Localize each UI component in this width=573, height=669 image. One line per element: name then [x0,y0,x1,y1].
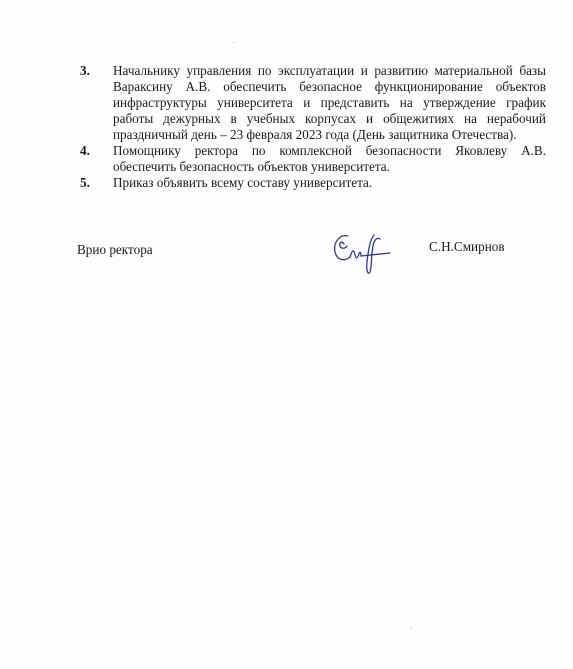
order-item [80,175,546,191]
item-number: 4. [80,143,90,158]
item-number: 5. [80,175,90,190]
handwritten-signature [330,232,394,278]
scan-speck [233,42,235,43]
order-item [80,63,546,143]
item-text: Начальнику управления по эксплуатации и развитию материальной базы Вараксину А.В. обеспечить безопасное функционирование объектов инфраструктуры университета и представить на утверждение график работы дежурных в учебных корпусах и общежитиях на нерабочий праздничный день – 23 февраля 2023 года (День защитника Отечества). [113,63,546,142]
item-number: 3. [80,63,90,78]
signature-block [0,239,573,282]
item-text: Помощнику ректора по комплексной безопасности Яковлеву А.В. обеспечить безопасность объектов университета. [113,143,546,174]
signatory-position: Врио ректора [77,242,153,257]
item-text: Приказ объявить всему составу университета. [113,175,373,190]
order-items-list [80,63,546,191]
order-item [80,143,546,175]
signatory-name: С.Н.Смирнов [429,239,505,254]
scan-speck [410,627,412,628]
